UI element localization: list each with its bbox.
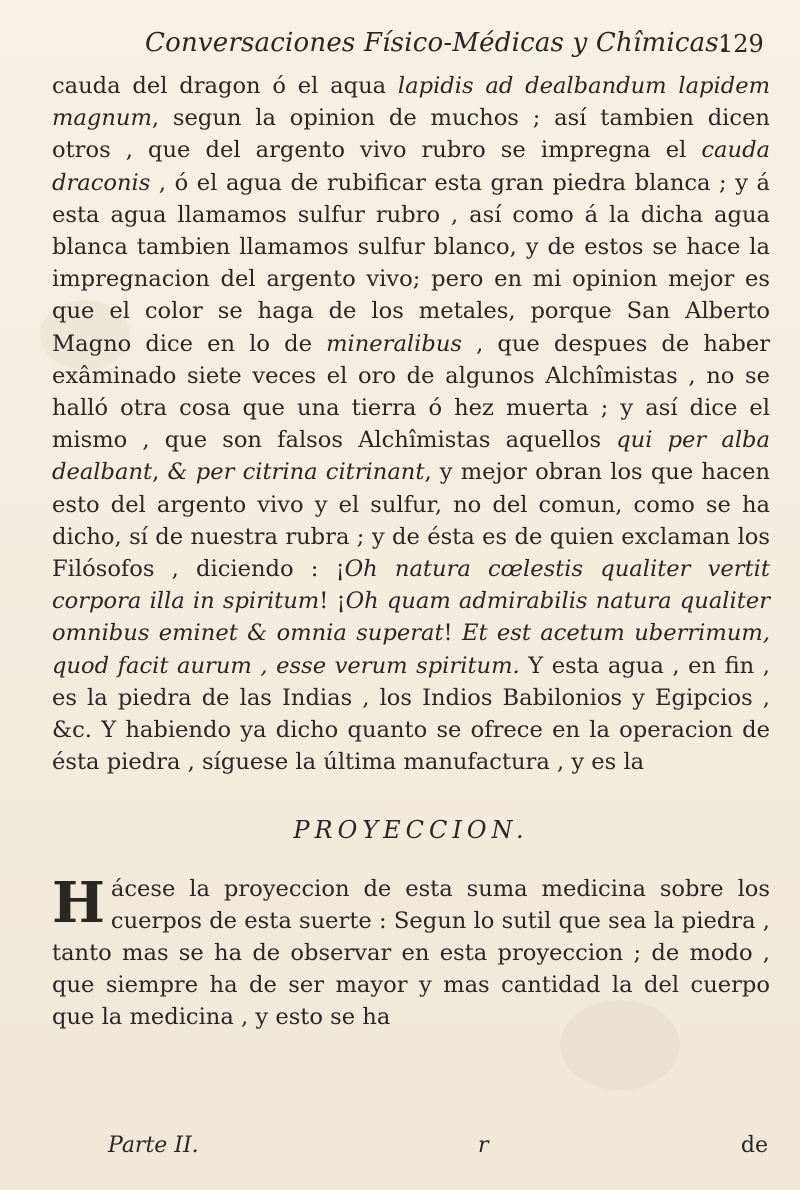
text-run: ! ¡: [319, 588, 346, 615]
text-run: Y esta agua , en fin , es la piedra de las Indias , los Indios Babilonios y Egipcios , &c. Y habiendo ya dicho quanto se ofrece en la operacion de ésta piedra , síguese la última manufactura , y es la: [52, 652, 770, 776]
text-run: , y mejor obran los que hacen esto del argento vivo y el sulfur, no del comun, como se ha dicho, sí de nuestra rubra ; y de ésta es de quien exclaman los Filósofos , diciendo : ¡: [52, 459, 770, 583]
paragraph-2: [52, 869, 770, 1034]
latin-phrase: mineralibus: [326, 330, 462, 357]
latin-phrase: Oh quam admirabilis natura qualiter omnibus eminet & omnia superat: [52, 588, 770, 647]
latin-phrase: Oh natura cœlestis qualiter vertit corpora illa in spiritum: [52, 556, 770, 615]
running-head: [0, 28, 800, 68]
section-heading: PROYECCION.: [293, 816, 529, 845]
latin-phrase: qui per alba dealbant: [52, 427, 770, 486]
text-run: !: [443, 620, 462, 647]
paragraph-1: [52, 70, 770, 778]
page-number: 129: [718, 30, 764, 58]
signature-label: Parte II.: [108, 1133, 199, 1158]
catchword: de: [740, 1133, 768, 1158]
text-run: cauda del dragon ó el aqua: [52, 73, 398, 99]
text-run: , ó el agua de rubificar esta gran piedra blanca ; y á esta agua llamamos sulfur rubro , así como á la dicha agua blanca tambien llamamos sulfur blanco, y de estos se hace la impregnacion del argento vivo; pero en mi opinion mejor es que el color se haga de los metales, porque San Alberto Magno dice en lo de: [52, 169, 770, 357]
page-footer: [108, 1133, 768, 1169]
signature-mark: r: [478, 1133, 489, 1158]
paragraph-2-text: ácese la proyeccion de esta suma medicina sobre los cuerpos de esta suerte : Segun lo sutil que sea la piedra , tanto mas se ha de observar en esta proyeccion ; de modo , que siempre ha de ser mayor y mas cantidad la del cuerpo que la medicina , y esto se ha: [52, 875, 770, 1031]
drop-cap: H: [52, 869, 105, 936]
body-text: [52, 70, 770, 1034]
text-run: ,: [152, 459, 168, 486]
text-run: , que despues de haber exâminado siete veces el oro de algunos Alchîmistas , no se halló otra cosa que una tierra ó hez muerta ; y así dice el mismo , que son falsos Alchîmistas aquellos: [52, 330, 770, 454]
latin-phrase: Et est acetum uberrimum, quod facit aurum , esse verum spiritum.: [52, 620, 770, 679]
latin-phrase: & per citrina citrinant: [167, 459, 425, 486]
running-head-title: Conversaciones Físico-Médicas y Chîmicas.: [145, 28, 728, 58]
latin-phrase: lapidis ad dealbandum lapidem magnum: [52, 73, 770, 132]
text-run: , segun la opinion de muchos ; así tambien dicen otros , que del argento vivo rubro se impregna el: [52, 105, 770, 164]
latin-phrase: cauda draconis: [52, 137, 770, 196]
